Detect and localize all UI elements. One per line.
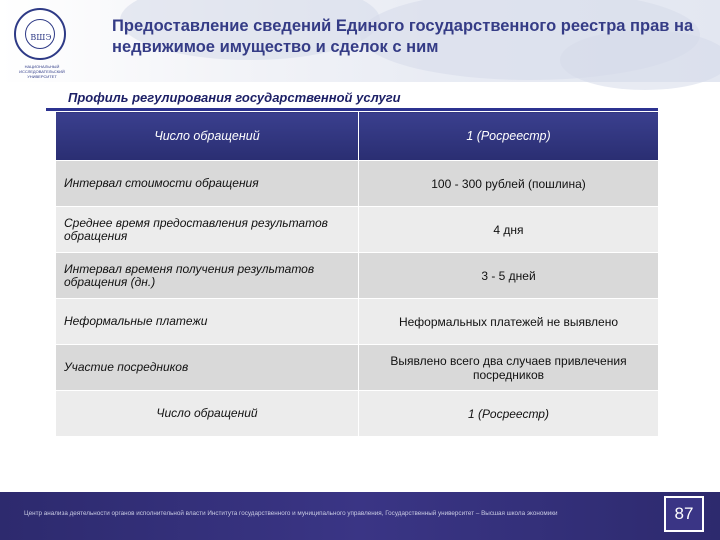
row-label: Интервал временя получения результатов обращения (дн.): [56, 253, 359, 299]
row-value: 4 дня: [359, 207, 659, 253]
row-label: Неформальные платежи: [56, 299, 359, 345]
logo-glyph: ВШЭ: [30, 33, 52, 42]
table-row: [56, 391, 659, 437]
table-row: [56, 253, 659, 299]
logo-emblem-icon: [25, 19, 55, 49]
footer-text: Центр анализа деятельности органов исполнительной власти Института государственного и муниципального управления, Государственный университет – Высшая школа экономики: [24, 510, 558, 517]
table-row: [56, 345, 659, 391]
profile-table: [55, 111, 659, 437]
section-title: Профиль регулирования государственной услуги: [68, 90, 401, 105]
table-row: [56, 161, 659, 207]
table-row: [56, 207, 659, 253]
university-logo: [14, 8, 66, 60]
row-label: Число обращений: [56, 391, 359, 437]
row-label: Интервал стоимости обращения: [56, 161, 359, 207]
slide-footer: [0, 492, 720, 540]
logo-caption: НАЦИОНАЛЬНЫЙ ИССЛЕДОВАТЕЛЬСКИЙ УНИВЕРСИТЕТ: [19, 64, 65, 79]
table-header-row: [56, 112, 659, 161]
row-value: Выявлено всего два случаев привлечения посредников: [359, 345, 659, 391]
row-value: 100 - 300 рублей (пошлина): [359, 161, 659, 207]
table-row: [56, 299, 659, 345]
row-value: Неформальных платежей не выявлено: [359, 299, 659, 345]
row-label: Среднее время предоставления результатов обращения: [56, 207, 359, 253]
page-number: 87: [664, 496, 704, 532]
row-label: Участие посредников: [56, 345, 359, 391]
slide-title: Предоставление сведений Единого государственного реестра прав на недвижимое имущество и сделок с ним: [112, 17, 694, 56]
row-value: 1 (Росреестр): [359, 391, 659, 437]
table-header-cell: Число обращений: [56, 112, 359, 161]
row-value: 3 - 5 дней: [359, 253, 659, 299]
table-header-cell: 1 (Росреестр): [359, 112, 659, 161]
